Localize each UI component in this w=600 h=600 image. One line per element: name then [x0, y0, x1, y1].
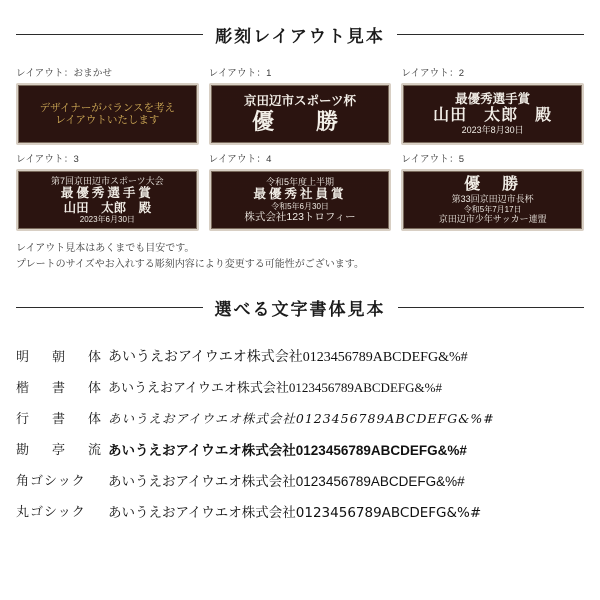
font-name-gyosho: 行 書 体	[16, 411, 107, 426]
plate-line: 2023年6月30日	[79, 214, 135, 224]
heading-rule-left	[16, 34, 203, 35]
layout-note-line-1: レイアウト見本はあくまでも目安です。	[16, 243, 195, 254]
plate-preview	[401, 83, 584, 145]
plate-line: 2023年8月30日	[461, 125, 524, 136]
plate-line: 第7回京田辺市スポーツ大会	[51, 175, 164, 186]
plate-line: 令和5年度上半期	[265, 177, 334, 188]
plate-line: 京田辺市少年サッカー連盟	[438, 213, 547, 224]
plate-cell	[209, 151, 392, 231]
plate-line: 山田 太郎 殿	[63, 200, 152, 215]
font-sample-mincho: あいうえおアイウエオ株式会社0123456789ABCDEFG&%#	[108, 349, 468, 365]
plate-line: 株式会社123トロフィー	[244, 210, 356, 223]
plate-cell	[16, 151, 199, 231]
heading-rule-right	[398, 307, 585, 308]
heading-rule-right	[397, 34, 584, 35]
plate-line: 京田辺市スポーツ杯	[243, 94, 356, 109]
plate-label: レイアウト：4	[208, 154, 272, 165]
plate-preview	[209, 83, 392, 145]
plate-label: レイアウト：2	[401, 68, 465, 79]
plate-cell	[401, 151, 584, 231]
font-heading-text: 選べる文字書体見本	[214, 300, 386, 319]
layout-note	[16, 241, 584, 273]
plate-cell	[16, 65, 199, 145]
plate-cell	[401, 65, 584, 145]
plate-line: 最優秀選手賞	[455, 92, 531, 107]
plate-label: レイアウト：1	[208, 68, 272, 79]
plate-label: レイアウト：5	[401, 154, 465, 165]
plate-label: レイアウト：おまかせ	[16, 68, 113, 79]
font-row	[16, 402, 584, 433]
font-sample-kakugo: あいうえおアイウエオ株式会社0123456789ABCDEFG&%#	[108, 473, 465, 489]
layout-heading-text: 彫刻レイアウト見本	[215, 27, 385, 46]
font-name-marugo: 丸ゴシック	[16, 504, 86, 519]
plate-preview	[401, 169, 584, 231]
layout-section-heading	[16, 0, 584, 47]
plate-cell	[209, 65, 392, 145]
font-sample-marugo: あいうえおアイウエオ株式会社0123456789ABCDEFG&%#	[108, 504, 482, 521]
plate-preview	[16, 169, 199, 231]
plate-line: 令和5年6月30日	[271, 201, 329, 211]
font-sample-gyosho: あいうえおアイウエオ株式会社0123456789ABCDEFG&%#	[108, 410, 495, 426]
plate-line: 優 勝	[464, 175, 522, 193]
plate-line: 令和5年7月17日	[463, 204, 522, 214]
plate-line: 最優秀社員賞	[253, 187, 347, 202]
font-row	[16, 433, 584, 464]
plate-sample-grid	[16, 65, 584, 231]
font-section-heading	[16, 273, 584, 320]
font-name-kakugo: 角ゴシック	[16, 473, 86, 488]
font-sample-kaisho: あいうえおアイウエオ株式会社0123456789ABCDEFG&%#	[108, 380, 442, 395]
layout-note-line-2: プレートのサイズやお入れする彫刻内容により変更する可能性がございます。	[16, 259, 364, 270]
plate-line: 山田 太郎 殿	[433, 106, 553, 124]
font-row	[16, 371, 584, 402]
font-row	[16, 340, 584, 371]
font-row	[16, 495, 584, 526]
plate-line: 優 勝	[251, 108, 348, 134]
font-sample-kantei: あいうえおアイウエオ株式会社0123456789ABCDEFG&%#	[108, 442, 467, 458]
plate-preview	[209, 169, 392, 231]
plate-line: レイアウトいたします	[55, 114, 160, 126]
plate-line: 第33回京田辺市長杯	[451, 194, 534, 205]
plate-label: レイアウト：3	[16, 154, 79, 165]
font-name-kantei: 勘 亭 流	[16, 442, 107, 457]
font-name-kaisho: 楷 書 体	[16, 380, 107, 395]
plate-preview	[16, 83, 199, 145]
font-name-mincho: 明 朝 体	[16, 349, 107, 364]
plate-line: 最優秀選手賞	[60, 186, 154, 201]
plate-line: デザイナーがバランスを考え	[39, 101, 176, 114]
heading-rule-left	[16, 307, 203, 308]
font-row	[16, 464, 584, 495]
font-sample-table	[16, 340, 584, 526]
